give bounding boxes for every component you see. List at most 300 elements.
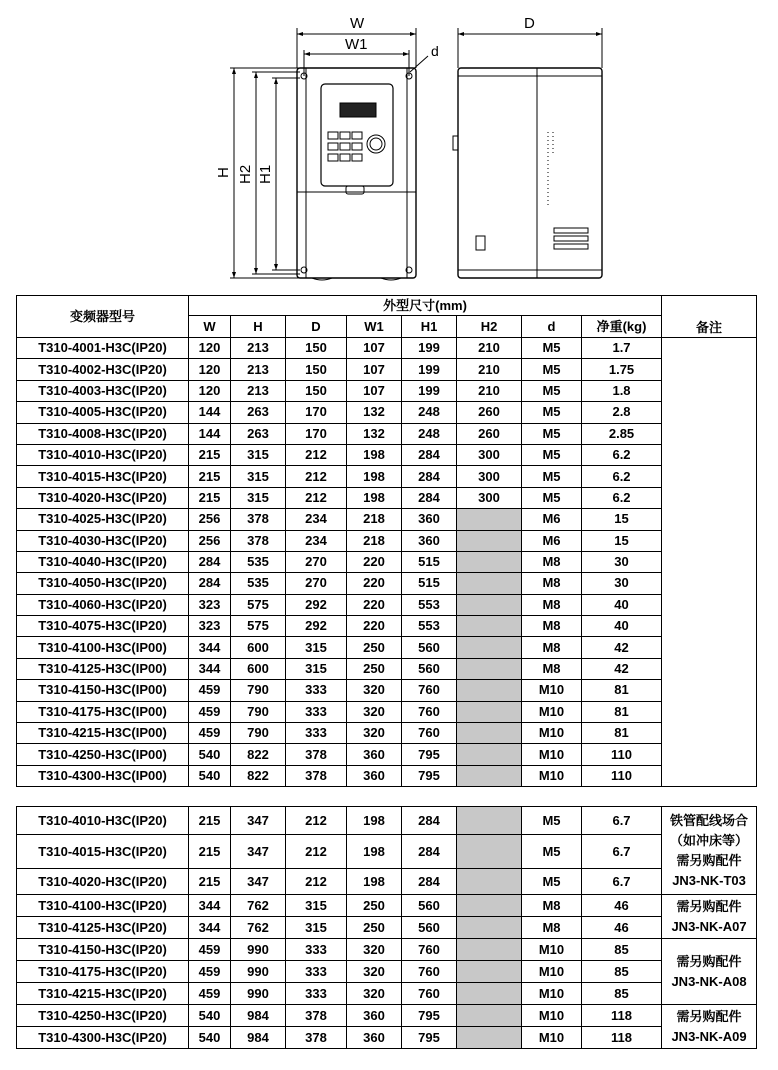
cell-w1: 320 xyxy=(347,939,402,961)
cell-kg: 1.7 xyxy=(582,338,662,359)
cell-w: 323 xyxy=(189,616,231,637)
cell-model: T310-4150-H3C(IP20) xyxy=(17,939,189,961)
cell-h1: 199 xyxy=(402,338,457,359)
cell-d: M8 xyxy=(522,551,582,572)
cell-w1: 198 xyxy=(347,487,402,508)
cell-d: 150 xyxy=(286,380,347,401)
cell-d: M10 xyxy=(522,765,582,786)
cell-h1: 795 xyxy=(402,765,457,786)
table-row xyxy=(17,983,757,1005)
cell-model: T310-4015-H3C(IP20) xyxy=(17,466,189,487)
cell-d: M10 xyxy=(522,1005,582,1027)
cell-d: 234 xyxy=(286,509,347,530)
cell-h1: 760 xyxy=(402,961,457,983)
cell-w1: 320 xyxy=(347,723,402,744)
cell-h2: 300 xyxy=(457,466,522,487)
cell-kg: 46 xyxy=(582,917,662,939)
cell-d: M5 xyxy=(522,338,582,359)
cell-d: 378 xyxy=(286,1027,347,1049)
cell-h2 xyxy=(457,658,522,679)
cell-model: T310-4075-H3C(IP20) xyxy=(17,616,189,637)
table-row xyxy=(17,444,757,465)
cell-h1: 560 xyxy=(402,895,457,917)
label-h2: H2 xyxy=(237,164,254,184)
cell-h: 600 xyxy=(231,637,286,658)
table-row xyxy=(17,869,757,895)
header-w: W xyxy=(189,316,231,338)
cell-d: M8 xyxy=(522,616,582,637)
cell-kg: 6.2 xyxy=(582,466,662,487)
cell-d: M6 xyxy=(522,530,582,551)
cell-h: 822 xyxy=(231,744,286,765)
cell-w1: 198 xyxy=(347,807,402,835)
cell-h1: 284 xyxy=(402,869,457,895)
cell-h: 990 xyxy=(231,939,286,961)
cell-kg: 30 xyxy=(582,551,662,572)
cell-model: T310-4250-H3C(IP20) xyxy=(17,1005,189,1027)
cell-d: M10 xyxy=(522,723,582,744)
cell-h1: 199 xyxy=(402,359,457,380)
cell-w: 215 xyxy=(189,869,231,895)
cell-model: T310-4030-H3C(IP20) xyxy=(17,530,189,551)
remark-line: 需另购配件 xyxy=(676,852,742,868)
cell-w1: 198 xyxy=(347,869,402,895)
table-row xyxy=(17,380,757,401)
cell-h1: 760 xyxy=(402,723,457,744)
cell-w: 459 xyxy=(189,701,231,722)
cell-h: 213 xyxy=(231,338,286,359)
table-row xyxy=(17,1027,757,1049)
cell-h: 790 xyxy=(231,701,286,722)
remark-a09 xyxy=(662,1005,757,1049)
cell-h2 xyxy=(457,509,522,530)
cell-h2 xyxy=(457,939,522,961)
cell-d: M8 xyxy=(522,594,582,615)
cell-h: 315 xyxy=(231,466,286,487)
cell-kg: 15 xyxy=(582,509,662,530)
cell-h1: 284 xyxy=(402,487,457,508)
cell-model: T310-4020-H3C(IP20) xyxy=(17,487,189,508)
cell-model: T310-4010-H3C(IP20) xyxy=(17,807,189,835)
cell-h2 xyxy=(457,869,522,895)
cell-d: 150 xyxy=(286,359,347,380)
cell-h1: 248 xyxy=(402,423,457,444)
remark-line: 铁管配线场合 xyxy=(670,812,749,828)
cell-model: T310-4125-H3C(IP20) xyxy=(17,917,189,939)
cell-h2: 300 xyxy=(457,444,522,465)
cell-h: 213 xyxy=(231,359,286,380)
cell-h2 xyxy=(457,917,522,939)
cell-d: 378 xyxy=(286,744,347,765)
cell-d: 170 xyxy=(286,402,347,423)
cell-h: 762 xyxy=(231,917,286,939)
cell-d: 315 xyxy=(286,658,347,679)
header-h1: H1 xyxy=(402,316,457,338)
table-row xyxy=(17,509,757,530)
cell-w: 256 xyxy=(189,530,231,551)
cell-kg: 2.85 xyxy=(582,423,662,444)
cell-h2: 260 xyxy=(457,402,522,423)
cell-w: 284 xyxy=(189,551,231,572)
cell-kg: 30 xyxy=(582,573,662,594)
cell-kg: 81 xyxy=(582,701,662,722)
cell-d: 333 xyxy=(286,723,347,744)
cell-d: M5 xyxy=(522,487,582,508)
cell-w1: 360 xyxy=(347,765,402,786)
cell-h: 263 xyxy=(231,423,286,444)
cell-kg: 85 xyxy=(582,961,662,983)
table-row xyxy=(17,917,757,939)
cell-w: 256 xyxy=(189,509,231,530)
cell-h1: 284 xyxy=(402,835,457,869)
cell-h2 xyxy=(457,594,522,615)
cell-w: 323 xyxy=(189,594,231,615)
table-row xyxy=(17,551,757,572)
cell-h: 790 xyxy=(231,680,286,701)
cell-kg: 85 xyxy=(582,983,662,1005)
table-row xyxy=(17,530,757,551)
cell-model: T310-4250-H3C(IP00) xyxy=(17,744,189,765)
cell-h1: 284 xyxy=(402,444,457,465)
table-row xyxy=(17,637,757,658)
cell-d: 315 xyxy=(286,895,347,917)
cell-w1: 360 xyxy=(347,1027,402,1049)
cell-h: 535 xyxy=(231,551,286,572)
table-row xyxy=(17,723,757,744)
cell-w1: 320 xyxy=(347,680,402,701)
cell-d: M5 xyxy=(522,423,582,444)
remark-a07 xyxy=(662,895,757,939)
cell-w: 215 xyxy=(189,835,231,869)
dimension-table xyxy=(16,295,757,1049)
cell-w: 344 xyxy=(189,658,231,679)
cell-d: 150 xyxy=(286,338,347,359)
cell-d: 315 xyxy=(286,637,347,658)
cell-w1: 320 xyxy=(347,701,402,722)
cell-h2 xyxy=(457,680,522,701)
cell-h2 xyxy=(457,1027,522,1049)
cell-w1: 107 xyxy=(347,359,402,380)
cell-d: M10 xyxy=(522,744,582,765)
table-row xyxy=(17,573,757,594)
cell-h1: 360 xyxy=(402,530,457,551)
cell-h: 535 xyxy=(231,573,286,594)
table-row xyxy=(17,338,757,359)
cell-h1: 248 xyxy=(402,402,457,423)
remark-line: JN3-NK-T03 xyxy=(672,872,746,888)
cell-h2 xyxy=(457,723,522,744)
cell-kg: 118 xyxy=(582,1005,662,1027)
cell-kg: 2.8 xyxy=(582,402,662,423)
cell-h1: 760 xyxy=(402,701,457,722)
table-row xyxy=(17,658,757,679)
cell-model: T310-4300-H3C(IP20) xyxy=(17,1027,189,1049)
cell-h2: 300 xyxy=(457,487,522,508)
cell-h1: 553 xyxy=(402,594,457,615)
cell-d: M5 xyxy=(522,807,582,835)
cell-w: 540 xyxy=(189,1005,231,1027)
cell-w1: 250 xyxy=(347,658,402,679)
cell-d: 333 xyxy=(286,701,347,722)
cell-h2 xyxy=(457,961,522,983)
cell-model: T310-4215-H3C(IP20) xyxy=(17,983,189,1005)
cell-w: 459 xyxy=(189,961,231,983)
cell-w1: 218 xyxy=(347,509,402,530)
label-w: W xyxy=(350,15,365,32)
cell-h: 315 xyxy=(231,444,286,465)
cell-model: T310-4100-H3C(IP00) xyxy=(17,637,189,658)
cell-d: M5 xyxy=(522,466,582,487)
remark-a08 xyxy=(662,939,757,1005)
cell-kg: 15 xyxy=(582,530,662,551)
cell-h1: 284 xyxy=(402,807,457,835)
cell-d: 270 xyxy=(286,573,347,594)
cell-d: 170 xyxy=(286,423,347,444)
cell-h2 xyxy=(457,983,522,1005)
cell-model: T310-4050-H3C(IP20) xyxy=(17,573,189,594)
cell-h1: 360 xyxy=(402,509,457,530)
cell-model: T310-4300-H3C(IP00) xyxy=(17,765,189,786)
cell-kg: 46 xyxy=(582,895,662,917)
table-row xyxy=(17,423,757,444)
table-row xyxy=(17,961,757,983)
cell-w: 215 xyxy=(189,444,231,465)
cell-h1: 760 xyxy=(402,983,457,1005)
cell-w1: 250 xyxy=(347,895,402,917)
cell-h: 990 xyxy=(231,961,286,983)
label-w1: W1 xyxy=(345,36,368,53)
cell-h2 xyxy=(457,895,522,917)
cell-w1: 320 xyxy=(347,961,402,983)
cell-d: M5 xyxy=(522,835,582,869)
cell-h: 600 xyxy=(231,658,286,679)
cell-d: 315 xyxy=(286,917,347,939)
cell-kg: 1.8 xyxy=(582,380,662,401)
cell-kg: 6.2 xyxy=(582,487,662,508)
table-row xyxy=(17,895,757,917)
cell-h2: 210 xyxy=(457,359,522,380)
cell-model: T310-4015-H3C(IP20) xyxy=(17,835,189,869)
cell-model: T310-4010-H3C(IP20) xyxy=(17,444,189,465)
header-d: D xyxy=(286,316,347,338)
cell-h2 xyxy=(457,765,522,786)
table-row xyxy=(17,466,757,487)
header-model: 变频器型号 xyxy=(17,296,189,338)
cell-kg: 110 xyxy=(582,765,662,786)
cell-d: 212 xyxy=(286,444,347,465)
table-row xyxy=(17,487,757,508)
cell-h2: 210 xyxy=(457,380,522,401)
cell-model: T310-4020-H3C(IP20) xyxy=(17,869,189,895)
cell-d: 212 xyxy=(286,466,347,487)
cell-d: 212 xyxy=(286,487,347,508)
cell-h: 984 xyxy=(231,1005,286,1027)
cell-kg: 6.7 xyxy=(582,807,662,835)
cell-d: 292 xyxy=(286,616,347,637)
cell-h1: 760 xyxy=(402,939,457,961)
cell-d: 270 xyxy=(286,551,347,572)
remark-t03 xyxy=(662,807,757,895)
header-h2: H2 xyxy=(457,316,522,338)
table-row xyxy=(17,680,757,701)
cell-d: 292 xyxy=(286,594,347,615)
cell-w1: 220 xyxy=(347,573,402,594)
cell-w: 120 xyxy=(189,359,231,380)
cell-d: M5 xyxy=(522,444,582,465)
cell-w: 540 xyxy=(189,765,231,786)
cell-h1: 199 xyxy=(402,380,457,401)
cell-w1: 220 xyxy=(347,616,402,637)
cell-h: 213 xyxy=(231,380,286,401)
cell-h1: 553 xyxy=(402,616,457,637)
cell-d: M10 xyxy=(522,939,582,961)
cell-h1: 284 xyxy=(402,466,457,487)
cell-w: 344 xyxy=(189,895,231,917)
table-row xyxy=(17,1005,757,1027)
header-dimensions: 外型尺寸(mm) xyxy=(189,296,662,316)
cell-w: 540 xyxy=(189,744,231,765)
cell-h: 378 xyxy=(231,509,286,530)
cell-d: 333 xyxy=(286,961,347,983)
cell-kg: 42 xyxy=(582,658,662,679)
cell-h1: 560 xyxy=(402,637,457,658)
table-row xyxy=(17,939,757,961)
cell-model: T310-4100-H3C(IP20) xyxy=(17,895,189,917)
header-w1: W1 xyxy=(347,316,402,338)
cell-w: 344 xyxy=(189,917,231,939)
cell-h1: 515 xyxy=(402,573,457,594)
label-depth: D xyxy=(524,15,535,32)
cell-h2 xyxy=(457,701,522,722)
cell-h2 xyxy=(457,530,522,551)
cell-w1: 320 xyxy=(347,983,402,1005)
cell-h2 xyxy=(457,616,522,637)
cell-h1: 795 xyxy=(402,1005,457,1027)
cell-model: T310-4008-H3C(IP20) xyxy=(17,423,189,444)
cell-model: T310-4025-H3C(IP20) xyxy=(17,509,189,530)
cell-h: 378 xyxy=(231,530,286,551)
cell-w: 459 xyxy=(189,983,231,1005)
cell-model: T310-4215-H3C(IP00) xyxy=(17,723,189,744)
remark-line: （如冲床等） xyxy=(670,832,749,848)
cell-d: 234 xyxy=(286,530,347,551)
cell-w: 144 xyxy=(189,402,231,423)
cell-w1: 220 xyxy=(347,551,402,572)
cell-h: 984 xyxy=(231,1027,286,1049)
cell-d: M8 xyxy=(522,895,582,917)
remark-line: JN3-NK-A08 xyxy=(671,973,747,989)
cell-w: 215 xyxy=(189,466,231,487)
cell-h2 xyxy=(457,807,522,835)
cell-h2 xyxy=(457,573,522,594)
cell-d: 212 xyxy=(286,807,347,835)
cell-h1: 560 xyxy=(402,658,457,679)
cell-w1: 132 xyxy=(347,423,402,444)
cell-w: 459 xyxy=(189,939,231,961)
outline-drawing xyxy=(200,6,620,292)
cell-d: 333 xyxy=(286,680,347,701)
cell-d: 333 xyxy=(286,939,347,961)
cell-kg: 118 xyxy=(582,1027,662,1049)
cell-kg: 6.7 xyxy=(582,869,662,895)
cell-w1: 198 xyxy=(347,466,402,487)
header-weight: 净重(kg) xyxy=(582,316,662,338)
header-h: H xyxy=(231,316,286,338)
cell-h: 575 xyxy=(231,616,286,637)
cell-kg: 6.7 xyxy=(582,835,662,869)
table-row xyxy=(17,402,757,423)
cell-model: T310-4175-H3C(IP20) xyxy=(17,961,189,983)
cell-h2 xyxy=(457,637,522,658)
cell-model: T310-4002-H3C(IP20) xyxy=(17,359,189,380)
cell-d: M8 xyxy=(522,917,582,939)
table-row xyxy=(17,744,757,765)
cell-w1: 198 xyxy=(347,444,402,465)
cell-kg: 81 xyxy=(582,680,662,701)
cell-w: 120 xyxy=(189,338,231,359)
cell-h1: 760 xyxy=(402,680,457,701)
cell-w: 459 xyxy=(189,723,231,744)
cell-h2: 210 xyxy=(457,338,522,359)
cell-w1: 132 xyxy=(347,402,402,423)
cell-d: M8 xyxy=(522,637,582,658)
cell-kg: 42 xyxy=(582,637,662,658)
cell-h: 315 xyxy=(231,487,286,508)
cell-h: 575 xyxy=(231,594,286,615)
cell-kg: 110 xyxy=(582,744,662,765)
cell-model: T310-4060-H3C(IP20) xyxy=(17,594,189,615)
cell-h: 762 xyxy=(231,895,286,917)
cell-w: 120 xyxy=(189,380,231,401)
cell-w1: 250 xyxy=(347,637,402,658)
cell-w1: 250 xyxy=(347,917,402,939)
cell-d: M5 xyxy=(522,402,582,423)
cell-w1: 107 xyxy=(347,380,402,401)
remark-line: 需另购配件 xyxy=(676,1008,742,1024)
cell-d: M8 xyxy=(522,573,582,594)
cell-d: 212 xyxy=(286,869,347,895)
cell-model: T310-4125-H3C(IP00) xyxy=(17,658,189,679)
cell-model: T310-4003-H3C(IP20) xyxy=(17,380,189,401)
cell-kg: 81 xyxy=(582,723,662,744)
remark-line: 需另购配件 xyxy=(676,898,742,914)
cell-w: 284 xyxy=(189,573,231,594)
cell-model: T310-4040-H3C(IP20) xyxy=(17,551,189,572)
cell-w1: 360 xyxy=(347,744,402,765)
cell-w1: 360 xyxy=(347,1005,402,1027)
cell-w1: 220 xyxy=(347,594,402,615)
cell-w1: 107 xyxy=(347,338,402,359)
table-row xyxy=(17,616,757,637)
cell-d: M10 xyxy=(522,680,582,701)
cell-h2 xyxy=(457,1005,522,1027)
cell-d: 333 xyxy=(286,983,347,1005)
cell-kg: 85 xyxy=(582,939,662,961)
cell-h2: 260 xyxy=(457,423,522,444)
remark-line: 需另购配件 xyxy=(676,953,742,969)
label-d-small: d xyxy=(431,43,439,59)
cell-w: 215 xyxy=(189,487,231,508)
cell-h1: 795 xyxy=(402,1027,457,1049)
cell-d: M10 xyxy=(522,961,582,983)
cell-h1: 515 xyxy=(402,551,457,572)
cell-d: 378 xyxy=(286,765,347,786)
cell-w: 215 xyxy=(189,807,231,835)
cell-d: M8 xyxy=(522,658,582,679)
table-row xyxy=(17,359,757,380)
cell-h: 263 xyxy=(231,402,286,423)
cell-model: T310-4150-H3C(IP00) xyxy=(17,680,189,701)
